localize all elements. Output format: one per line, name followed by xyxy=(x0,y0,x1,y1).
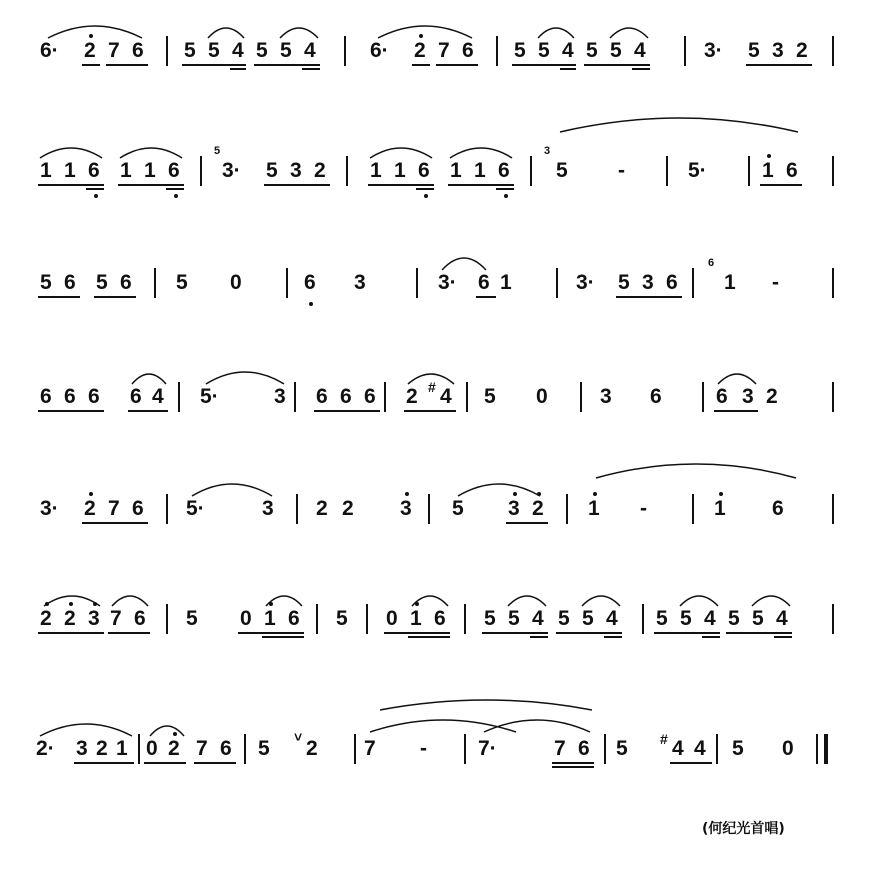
octave-dot xyxy=(719,492,723,496)
slur xyxy=(38,146,104,160)
barline xyxy=(832,36,834,66)
barline xyxy=(178,382,180,412)
note: 6 xyxy=(88,159,100,182)
note: 3· xyxy=(438,271,457,294)
octave-dot xyxy=(174,194,178,198)
note: 2 xyxy=(342,497,354,520)
underline xyxy=(106,64,148,66)
note: 6 xyxy=(88,385,100,408)
note: 1 xyxy=(450,159,462,182)
note: 5 xyxy=(280,39,292,62)
note: 4 xyxy=(694,737,706,760)
barline xyxy=(556,268,558,298)
note: 1 xyxy=(120,159,132,182)
note: 2 xyxy=(84,497,96,520)
note: 1 xyxy=(394,159,406,182)
note: 3 xyxy=(274,385,286,408)
note: 5 xyxy=(336,607,348,630)
note: 0 xyxy=(536,385,548,408)
note: 5 xyxy=(258,737,270,760)
barline xyxy=(832,156,834,186)
slur xyxy=(376,24,474,40)
note: 1 xyxy=(144,159,156,182)
note: 5 xyxy=(616,737,628,760)
note: 6 xyxy=(578,737,590,760)
underline xyxy=(74,762,134,764)
note: 5 xyxy=(728,607,740,630)
note: 3 xyxy=(508,497,520,520)
barline xyxy=(466,382,468,412)
underline xyxy=(38,410,104,412)
note: 2 xyxy=(406,385,418,408)
note: 5 xyxy=(184,39,196,62)
underline xyxy=(118,184,184,186)
barline xyxy=(286,268,288,298)
note: 6 xyxy=(316,385,328,408)
barline xyxy=(346,156,348,186)
underline xyxy=(482,632,548,634)
note: 6 xyxy=(304,271,316,294)
barline xyxy=(832,268,834,298)
note: 6 xyxy=(772,497,784,520)
barline xyxy=(692,268,694,298)
note: 6 xyxy=(716,385,728,408)
note: 7 xyxy=(438,39,450,62)
note: 6 xyxy=(132,39,144,62)
note: 6 xyxy=(786,159,798,182)
note: 1 xyxy=(40,159,52,182)
octave-dot xyxy=(405,492,409,496)
barline xyxy=(642,604,644,634)
underline xyxy=(726,632,792,634)
note: 6· xyxy=(40,39,59,62)
note: 6 xyxy=(418,159,430,182)
note: - xyxy=(420,737,427,760)
sharp-sign: # xyxy=(660,731,668,747)
note: - xyxy=(618,159,625,182)
note: 4 xyxy=(672,737,684,760)
slur xyxy=(750,594,792,608)
note: 1 xyxy=(724,271,736,294)
underline xyxy=(496,188,514,190)
note: 2 xyxy=(168,737,180,760)
note: 3 xyxy=(600,385,612,408)
underline xyxy=(38,632,104,634)
note: 5 xyxy=(610,39,622,62)
barline xyxy=(166,604,168,634)
note: 4 xyxy=(532,607,544,630)
note: 3 xyxy=(772,39,784,62)
barline xyxy=(428,494,430,524)
underline xyxy=(82,64,100,66)
note: 6 xyxy=(220,737,232,760)
underline xyxy=(512,64,576,66)
note: 6 xyxy=(168,159,180,182)
note: 4 xyxy=(232,39,244,62)
note: 3· xyxy=(40,497,59,520)
note: 1 xyxy=(264,607,276,630)
note: 1 xyxy=(500,271,512,294)
note: 1 xyxy=(588,497,600,520)
underline xyxy=(264,184,330,186)
slur xyxy=(406,372,456,386)
note: - xyxy=(772,271,779,294)
barline xyxy=(316,604,318,634)
note: 6 xyxy=(120,271,132,294)
barline xyxy=(366,604,368,634)
note: 6 xyxy=(130,385,142,408)
barline xyxy=(294,382,296,412)
note: 3 xyxy=(642,271,654,294)
note: 1 xyxy=(64,159,76,182)
note: 2 xyxy=(40,607,52,630)
note: 5 xyxy=(186,607,198,630)
underline xyxy=(702,636,720,638)
note: 5 xyxy=(656,607,668,630)
underline xyxy=(108,632,150,634)
note: 5 xyxy=(40,271,52,294)
underline xyxy=(262,636,304,638)
note: 4 xyxy=(776,607,788,630)
breath-mark: ˅ xyxy=(294,729,303,745)
barline xyxy=(666,156,668,186)
grace-note: 6 xyxy=(708,257,715,269)
note: 2 xyxy=(414,39,426,62)
underline xyxy=(166,188,184,190)
barline xyxy=(296,494,298,524)
note: 5 xyxy=(256,39,268,62)
note: 5 xyxy=(176,271,188,294)
barline xyxy=(244,734,246,764)
note: 5 xyxy=(618,271,630,294)
underline xyxy=(384,632,450,634)
barline xyxy=(416,268,418,298)
note: 2· xyxy=(36,737,55,760)
note: 2 xyxy=(96,737,108,760)
note: 5 xyxy=(748,39,760,62)
note: 6 xyxy=(64,271,76,294)
barline xyxy=(702,382,704,412)
note: 1 xyxy=(714,497,726,520)
note: 2 xyxy=(64,607,76,630)
note: 6 xyxy=(434,607,446,630)
underline xyxy=(448,184,514,186)
underline xyxy=(654,632,720,634)
note: 3 xyxy=(290,159,302,182)
slur xyxy=(580,594,622,608)
octave-dot xyxy=(309,302,313,306)
barline xyxy=(684,36,686,66)
note: 4 xyxy=(152,385,164,408)
note: - xyxy=(640,497,647,520)
note: 2 xyxy=(796,39,808,62)
singer-credit: (何纪光首唱) xyxy=(702,821,785,837)
underline xyxy=(404,410,456,412)
underline xyxy=(616,296,682,298)
octave-dot xyxy=(424,194,428,198)
barline xyxy=(832,604,834,634)
note: 5 xyxy=(514,39,526,62)
underline xyxy=(560,68,576,70)
underline xyxy=(530,636,548,638)
note: 4 xyxy=(304,39,316,62)
slur xyxy=(448,146,514,160)
note: 3 xyxy=(76,737,88,760)
barline xyxy=(716,734,718,764)
slur xyxy=(536,26,576,40)
barline xyxy=(566,494,568,524)
note: 2 xyxy=(84,39,96,62)
note: 3 xyxy=(262,497,274,520)
slur xyxy=(130,372,168,386)
barline xyxy=(464,734,466,764)
underline xyxy=(82,522,148,524)
underline xyxy=(368,184,434,186)
note: 3 xyxy=(742,385,754,408)
underline xyxy=(476,296,496,298)
barline xyxy=(692,494,694,524)
note: 4 xyxy=(704,607,716,630)
note: 2 xyxy=(314,159,326,182)
slur xyxy=(38,722,134,738)
underline xyxy=(94,296,136,298)
underline xyxy=(760,184,802,186)
note: 0 xyxy=(386,607,398,630)
barline xyxy=(166,494,168,524)
barline xyxy=(832,382,834,412)
slur xyxy=(42,594,102,608)
barline xyxy=(166,36,168,66)
note: 5 xyxy=(752,607,764,630)
underline xyxy=(412,64,430,66)
grace-note: 5 xyxy=(214,145,221,157)
underline xyxy=(38,296,80,298)
note: 5 xyxy=(558,607,570,630)
note: 0 xyxy=(240,607,252,630)
barline xyxy=(832,494,834,524)
note: 6· xyxy=(370,39,389,62)
note: 5 xyxy=(680,607,692,630)
slur xyxy=(190,482,274,498)
note: 4 xyxy=(562,39,574,62)
note: 6 xyxy=(40,385,52,408)
note: 5 xyxy=(508,607,520,630)
note: 5 xyxy=(586,39,598,62)
underline xyxy=(144,762,186,764)
note: 5· xyxy=(688,159,707,182)
note: 1 xyxy=(370,159,382,182)
slur xyxy=(264,594,304,608)
note: 6 xyxy=(462,39,474,62)
note: 3· xyxy=(576,271,595,294)
underline xyxy=(302,68,320,70)
slur xyxy=(678,594,720,608)
underline xyxy=(746,64,812,66)
slur xyxy=(558,116,800,134)
note: 5 xyxy=(266,159,278,182)
slur xyxy=(482,718,592,734)
slur xyxy=(378,698,594,712)
underline xyxy=(774,636,792,638)
underline xyxy=(314,410,380,412)
slur xyxy=(506,594,548,608)
octave-dot xyxy=(504,194,508,198)
note: 7· xyxy=(478,737,497,760)
barline xyxy=(354,734,356,764)
underline xyxy=(604,636,622,638)
note: 5· xyxy=(186,497,205,520)
barline xyxy=(530,156,532,186)
note: 2 xyxy=(532,497,544,520)
slur xyxy=(278,26,320,40)
note: 0 xyxy=(782,737,794,760)
underline xyxy=(128,410,168,412)
note: 6 xyxy=(288,607,300,630)
note: 6 xyxy=(340,385,352,408)
note: 3· xyxy=(704,39,723,62)
underline xyxy=(436,64,478,66)
note: 5 xyxy=(732,737,744,760)
note: 2 xyxy=(766,385,778,408)
note: 3 xyxy=(88,607,100,630)
slur xyxy=(368,146,434,160)
barline xyxy=(344,36,346,66)
underline xyxy=(238,632,304,634)
barline xyxy=(200,156,202,186)
slur xyxy=(594,462,798,480)
note: 7 xyxy=(364,737,376,760)
underline xyxy=(670,762,712,764)
underline xyxy=(552,762,594,764)
slur xyxy=(110,594,150,608)
note: 5 xyxy=(556,159,568,182)
underline xyxy=(506,522,548,524)
note: 5 xyxy=(582,607,594,630)
note: 4 xyxy=(440,385,452,408)
barline xyxy=(496,36,498,66)
slur xyxy=(206,26,246,40)
note: 6 xyxy=(132,497,144,520)
underline xyxy=(194,762,236,764)
underline xyxy=(416,188,434,190)
note: 2 xyxy=(316,497,328,520)
note: 0 xyxy=(146,737,158,760)
note: 7 xyxy=(196,737,208,760)
note: 1 xyxy=(410,607,422,630)
slur xyxy=(118,146,184,160)
note: 6 xyxy=(650,385,662,408)
note: 6 xyxy=(498,159,510,182)
underline xyxy=(552,766,594,768)
slur xyxy=(440,256,488,272)
note: 5 xyxy=(452,497,464,520)
note: 5 xyxy=(484,385,496,408)
barline xyxy=(154,268,156,298)
note: 6 xyxy=(64,385,76,408)
final-barline xyxy=(824,734,828,764)
note: 7 xyxy=(554,737,566,760)
note: 5 xyxy=(484,607,496,630)
slur xyxy=(148,724,186,738)
note: 3· xyxy=(222,159,241,182)
underline xyxy=(632,68,650,70)
note: 7 xyxy=(108,39,120,62)
note: 6 xyxy=(134,607,146,630)
underline xyxy=(182,64,246,66)
note: 1 xyxy=(762,159,774,182)
note: 2 xyxy=(306,737,318,760)
barline xyxy=(138,734,140,764)
underline xyxy=(38,184,104,186)
underline xyxy=(584,64,650,66)
note: 5 xyxy=(208,39,220,62)
note: 4 xyxy=(606,607,618,630)
underline xyxy=(254,64,320,66)
slur xyxy=(716,372,758,386)
note: 6 xyxy=(364,385,376,408)
note: 3 xyxy=(354,271,366,294)
barline xyxy=(604,734,606,764)
barline xyxy=(464,604,466,634)
note: 7 xyxy=(110,607,122,630)
note: 6 xyxy=(478,271,490,294)
slur xyxy=(456,482,542,498)
note: 1 xyxy=(116,737,128,760)
octave-dot xyxy=(593,492,597,496)
barline xyxy=(580,382,582,412)
note: 6 xyxy=(666,271,678,294)
octave-dot xyxy=(94,194,98,198)
grace-note: 3 xyxy=(544,145,551,157)
underline xyxy=(556,632,622,634)
note: 0 xyxy=(230,271,242,294)
octave-dot xyxy=(89,492,93,496)
barline xyxy=(748,156,750,186)
octave-dot xyxy=(767,154,771,158)
note: 5 xyxy=(96,271,108,294)
underline xyxy=(714,410,758,412)
slur xyxy=(410,594,450,608)
note: 1 xyxy=(474,159,486,182)
sharp-sign: # xyxy=(428,379,436,395)
barline xyxy=(384,382,386,412)
underline xyxy=(86,188,104,190)
note: 3 xyxy=(400,497,412,520)
underline xyxy=(408,636,450,638)
slur xyxy=(204,370,286,386)
slur xyxy=(46,24,144,40)
barline xyxy=(816,734,818,764)
note: 5 xyxy=(538,39,550,62)
slur xyxy=(608,26,650,40)
note: 5· xyxy=(200,385,219,408)
underline xyxy=(230,68,246,70)
note: 7 xyxy=(108,497,120,520)
note: 4 xyxy=(634,39,646,62)
